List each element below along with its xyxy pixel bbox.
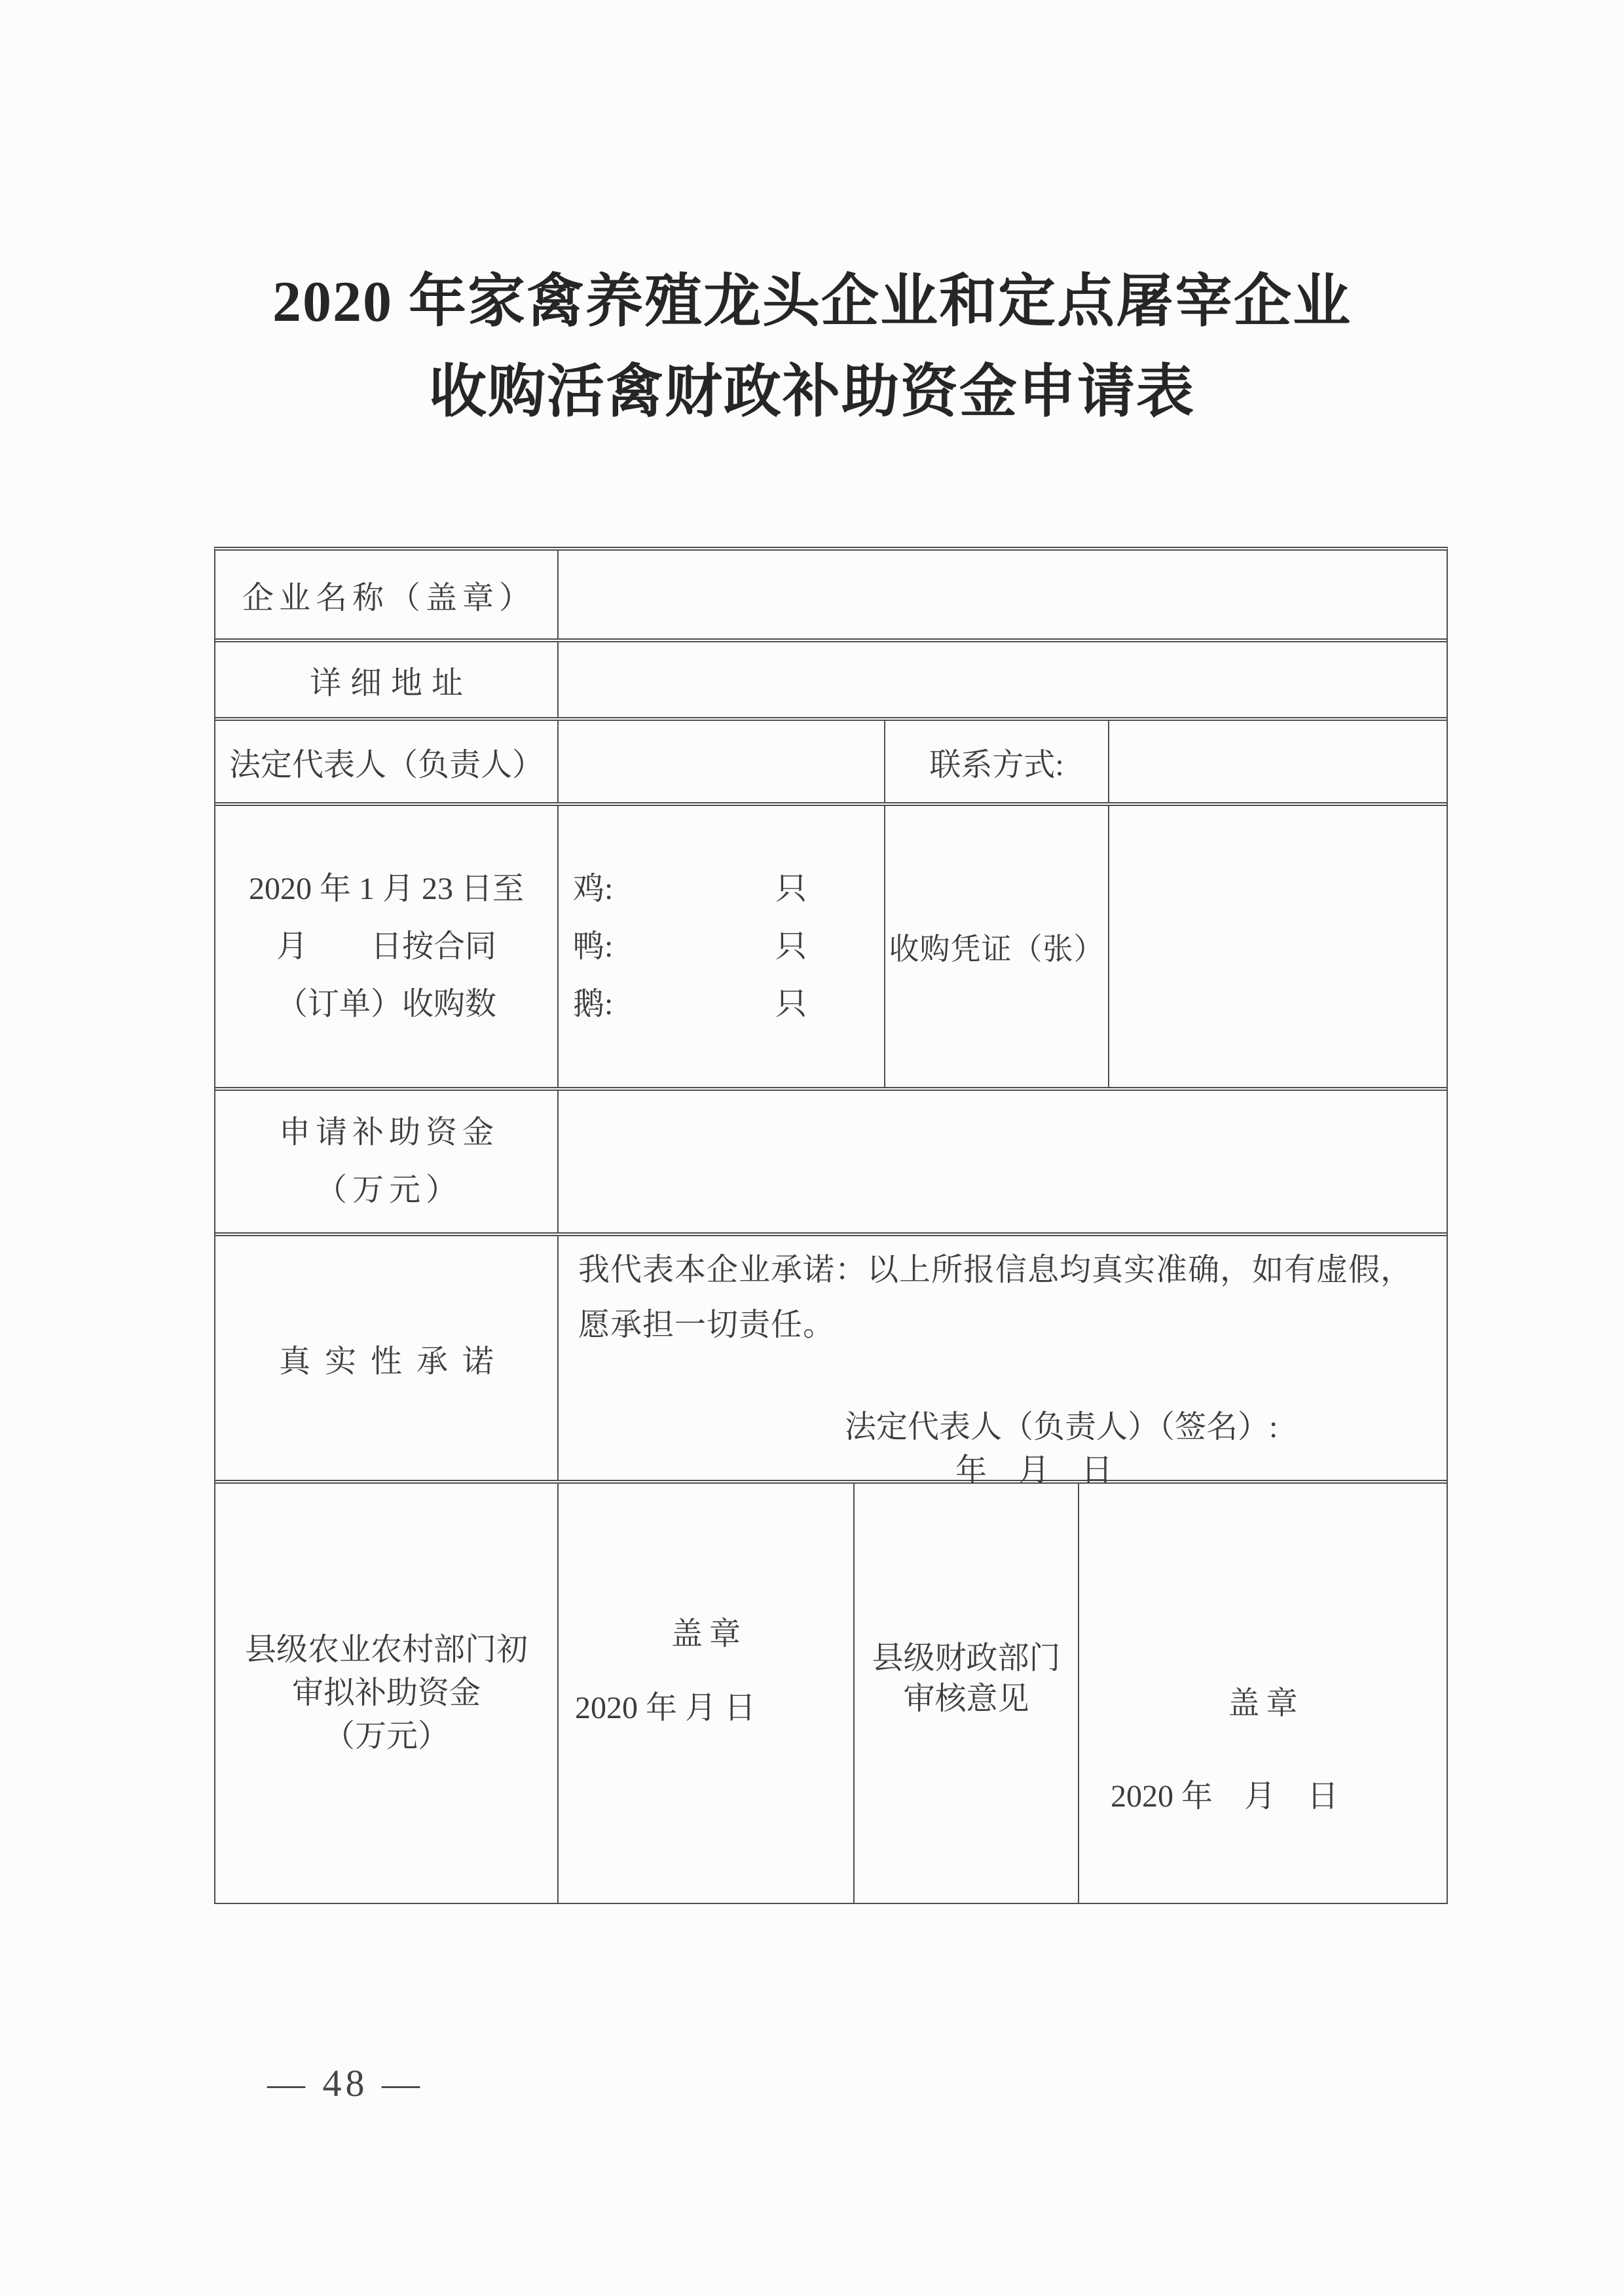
finance-review-label-line-1: 县级财政部门 [872,1641,1061,1676]
row-commitment [215,1236,1447,1488]
subsidy-amount-label-line-1: 申请补助资金 [278,1115,499,1150]
page-title [0,257,1624,438]
commitment-date-blank: 年 月 日 [955,1453,1113,1488]
poultry-count-fields [559,806,885,1087]
commitment-label: 真实性承诺 [215,1236,559,1480]
page-number: — 48 — [267,2062,424,2104]
county-agri-review-label-line-3: （万元） [323,1719,449,1753]
row-purchase-counts [215,806,1447,1091]
company-name-field[interactable] [559,551,1447,638]
commitment-content [559,1236,1447,1488]
company-name-label: 企业名称（盖章） [215,551,559,638]
finance-review-label-cell [855,1484,1079,1903]
page-title-line-1: 2020 年家禽养殖龙头企业和定点屠宰企业 [272,270,1352,334]
chicken-label: 鸡: [573,871,614,906]
agri-seal-label: 盖章 [671,1617,747,1651]
finance-seal-label: 盖章 [1228,1686,1304,1721]
finance-date-blank: 2020 年 月 日 [1111,1779,1339,1814]
address-field[interactable] [559,642,1447,717]
subsidy-amount-label [215,1091,559,1232]
row-address [215,642,1447,721]
county-agri-review-label [215,1484,559,1903]
page-title-line-2: 收购活禽财政补助资金申请表 [428,361,1195,424]
purchase-voucher-label: 收购凭证（张） [885,806,1109,1087]
goose-label: 鹅: [573,986,614,1021]
goose-unit-label: 只 [775,986,807,1021]
contact-label: 联系方式: [885,721,1109,802]
contact-field[interactable] [1109,721,1447,802]
address-label: 详细地址 [215,642,559,717]
purchase-voucher-field[interactable] [1109,806,1447,1087]
poultry-count-goose[interactable] [559,976,884,1033]
purchase-period-label [215,806,559,1087]
legal-rep-label: 法定代表人（负责人） [215,721,559,802]
finance-review-label [855,1638,1078,1719]
poultry-count-duck[interactable] [559,918,884,976]
commitment-signature-label: 法定代表人（负责人）（签名）: [845,1410,1278,1444]
finance-review-label-line-2: 审核意见 [903,1681,1029,1716]
county-agri-review-label-line-1: 县级农业农村部门初 [244,1632,528,1667]
duck-label: 鸭: [573,928,614,964]
poultry-count-chicken[interactable] [559,860,884,918]
legal-rep-field[interactable] [559,721,885,802]
purchase-period-line-1: 2020 年 1 月 23 日至 [248,871,524,906]
row-subsidy-request [215,1091,1447,1236]
finance-seal-area [1079,1484,1447,1903]
subsidy-amount-label-line-2: （万元） [315,1173,462,1207]
row-company-name [215,551,1447,642]
county-agri-review-label-line-2: 审拟补助资金 [291,1676,481,1710]
chicken-unit-label: 只 [775,871,807,906]
purchase-period-line-2: 月 日按合同 [276,928,496,964]
row-county-review [215,1484,1447,1903]
purchase-period-line-3: （订单）收购数 [276,986,496,1021]
duck-unit-label: 只 [775,928,807,964]
commitment-statement: 我代表本企业承诺：以上所报信息均真实准确，如有虚假，愿承担一切责任。 [578,1253,1413,1342]
agri-date-blank: 2020 年 月 日 [575,1691,756,1725]
agri-seal-area [559,1484,855,1903]
subsidy-amount-field[interactable] [559,1091,1447,1232]
row-legal-rep [215,721,1447,806]
application-form-table [214,547,1448,1904]
